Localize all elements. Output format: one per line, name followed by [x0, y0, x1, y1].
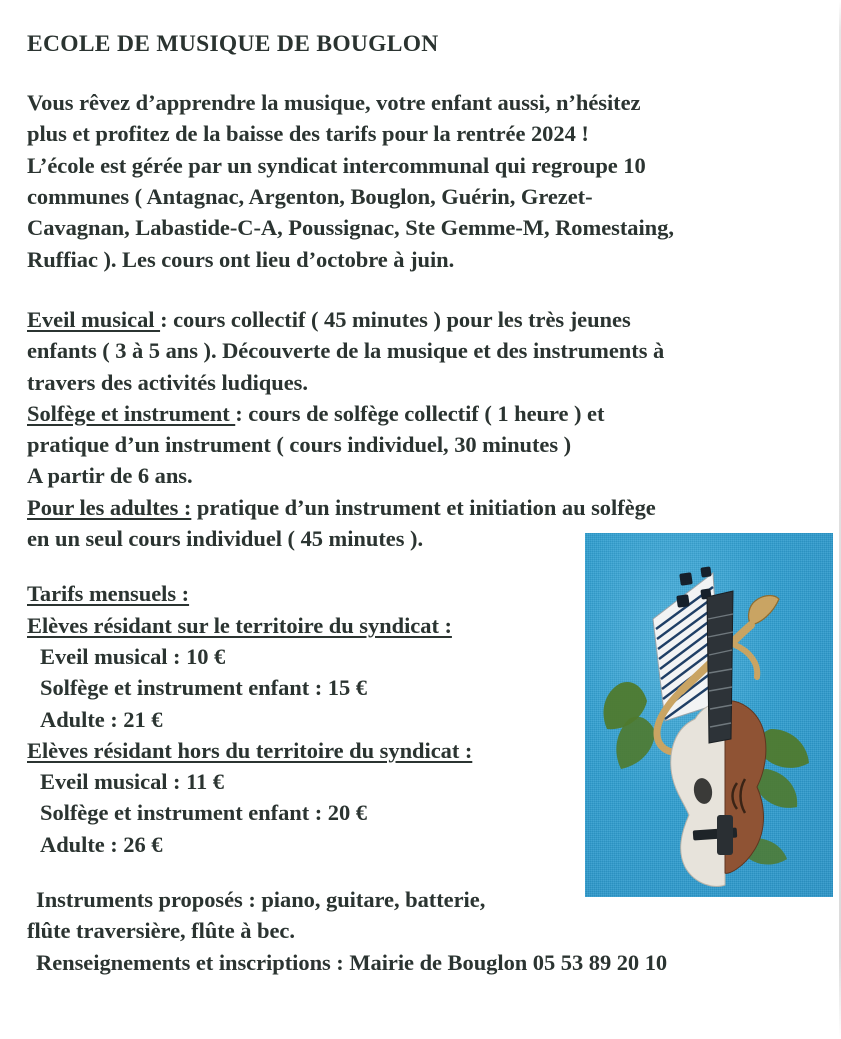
tarif-item: Solfège et instrument enfant : 15 €	[40, 675, 367, 701]
adultes-line-1	[27, 492, 817, 523]
tarifs-group-1-heading-text: Elèves résidant sur le territoire du syndicat :	[27, 612, 452, 638]
solfege-heading: Solfège et instrument	[27, 400, 236, 426]
instruments-line-2: flûte traversière, flûte à bec.	[27, 918, 295, 944]
contact-line: Renseignements et inscriptions : Mairie de Bouglon 05 53 89 20 10	[36, 949, 668, 975]
solfege-line-1	[27, 398, 817, 429]
guitar-neck-icon	[707, 591, 733, 743]
instruments-line-1: Instruments proposés : piano, guitare, batterie,	[36, 887, 486, 913]
adultes-heading: Pour les adultes :	[27, 494, 192, 520]
course-solfege-instrument	[27, 398, 817, 492]
intro-line-2: plus et profitez de la baisse des tarifs pour la rentrée 2024 !	[27, 121, 589, 147]
eveil-line-3: travers des activités ludiques.	[27, 369, 308, 395]
intro-line-6: Ruffiac ). Les cours ont lieu d’octobre à juin.	[27, 246, 455, 272]
eveil-line-1	[27, 304, 817, 335]
tarif-item: Solfège et instrument enfant : 20 €	[40, 800, 367, 826]
intro-paragraph	[27, 87, 817, 275]
adultes-description: pratique d’un instrument et initiation au solfège	[191, 494, 656, 520]
tarif-item: Adulte : 26 €	[40, 831, 163, 857]
intro-line-5: Cavagnan, Labastide-C-A, Poussignac, Ste Gemme-M, Romestaing,	[27, 215, 674, 241]
eveil-heading: Eveil musical	[27, 306, 161, 332]
tarif-item: Eveil musical : 10 €	[40, 643, 226, 669]
footer-section	[27, 884, 817, 978]
spacer	[27, 275, 817, 304]
solfege-line-3: A partir de 6 ans.	[27, 463, 193, 489]
page-title: ECOLE DE MUSIQUE DE BOUGLON	[27, 31, 439, 57]
tarifs-heading-text: Tarifs mensuels :	[27, 581, 190, 607]
intro-line-1: Vous rêvez d’apprendre la musique, votre enfant aussi, n’hésitez	[27, 90, 641, 116]
solfege-description: : cours de solfège collectif ( 1 heure ) et	[235, 400, 605, 426]
course-eveil-musical	[27, 304, 817, 398]
solfege-line-2: pratique d’un instrument ( cours individuel, 30 minutes )	[27, 432, 572, 458]
eveil-line-2: enfants ( 3 à 5 ans ). Découverte de la musique et des instruments à	[27, 338, 665, 364]
tarif-item: Eveil musical : 11 €	[40, 769, 224, 795]
tarif-item: Adulte : 21 €	[40, 706, 163, 732]
intro-line-3: L’école est gérée par un syndicat intercommunal qui regroupe 10	[27, 152, 646, 178]
adultes-line-2: en un seul cours individuel ( 45 minutes ).	[27, 526, 424, 552]
eveil-description: : cours collectif ( 45 minutes ) pour les très jeunes	[160, 306, 631, 332]
collage-artwork	[585, 533, 833, 897]
intro-line-4: communes ( Antagnac, Argenton, Bouglon, Guérin, Grezet-	[27, 184, 593, 210]
tarifs-group-2-heading-text: Elèves résidant hors du territoire du syndicat :	[27, 737, 473, 763]
music-collage-image	[585, 533, 833, 897]
